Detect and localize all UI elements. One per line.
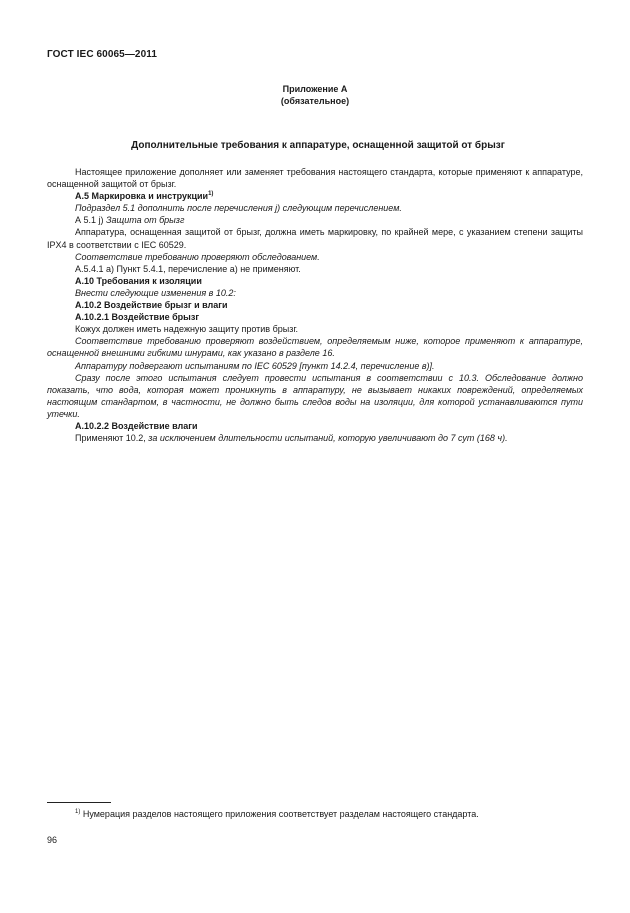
a5-check: Соответствие требованию проверяют обследованием.: [75, 251, 320, 262]
a5-heading-text: А.5 Маркировка и инструкции: [75, 191, 209, 202]
a5-item-prefix: А 5.1 j): [75, 215, 107, 226]
a5-heading: [47, 190, 583, 202]
footnote-divider: [47, 802, 111, 803]
a1022-prefix: Применяют 10.2,: [75, 433, 149, 444]
a5-item: [47, 214, 583, 226]
document-body: [47, 166, 583, 444]
footnote: [75, 808, 479, 820]
a1022-text: [47, 432, 583, 444]
a5-text: Аппаратура, оснащенная защитой от брызг, должна иметь маркировку, по крайней мере, с указанием степени защиты IPX4 в соответствии с IEC 60529.: [47, 227, 583, 250]
a1021-heading: А.10.2.1 Воздействие брызг: [75, 312, 200, 323]
section-title: Дополнительные требования к аппаратуре, оснащенной защитой от брызг: [131, 140, 505, 151]
page-number: 96: [47, 835, 58, 845]
a1021-test: Аппаратуру подвергают испытаниям по IEC 60529 [пункт 14.2.4, перечисление в)].: [75, 360, 435, 371]
a1021-text: Кожух должен иметь надежную защиту против брызг.: [75, 324, 299, 335]
annex-title: Приложение А: [282, 84, 348, 94]
a5-item-title: Защита от брызг: [106, 215, 185, 226]
footnote-text: Нумерация разделов настоящего приложения соответствует разделам настоящего стандарта.: [80, 809, 479, 819]
a1021-after: Сразу после этого испытания следует провести испытания в соответствии с 10.3. Обследование должно показать, что вода, которая может проникнуть в аппаратуру, не вызывает никаких повреждений, определяемых настоящим стандартом, в частности, не должно быть следов воды на изоляции, для которой устанавливаются пути утечки.: [47, 372, 583, 419]
document-code: ГОСТ IEC 60065—2011: [47, 49, 158, 60]
a1022-heading: А.10.2.2 Воздействие влаги: [75, 420, 198, 431]
footnote-ref: 1): [208, 191, 214, 198]
annex-status: (обязательное): [280, 96, 350, 106]
a10-instruction: Внести следующие изменения в 10.2:: [75, 287, 236, 298]
a1021-check: Соответствие требованию проверяют воздействием, определяемым ниже, которое применяют к аппаратуре, оснащенной внешними гибкими шнурами, как указано в разделе 16.: [47, 336, 583, 359]
a541-text: А.5.4.1 а) Пункт 5.4.1, перечисление а) не применяют.: [75, 263, 301, 274]
a102-heading: А.10.2 Воздействие брызг и влаги: [75, 300, 228, 311]
a5-instruction: Подраздел 5.1 дополнить после перечисления j) следующим перечислением.: [75, 203, 402, 214]
intro-paragraph: Настоящее приложение дополняет или заменяет требования настоящего стандарта, которые применяют к аппаратуре, оснащенной защитой от брызг.: [47, 167, 583, 190]
footnote-mark: 1): [75, 809, 81, 815]
a1022-italic: за исключением длительности испытаний, которую увеличивают до 7 сут (168 ч).: [148, 433, 508, 444]
a10-heading: А.10 Требования к изоляции: [75, 275, 202, 286]
